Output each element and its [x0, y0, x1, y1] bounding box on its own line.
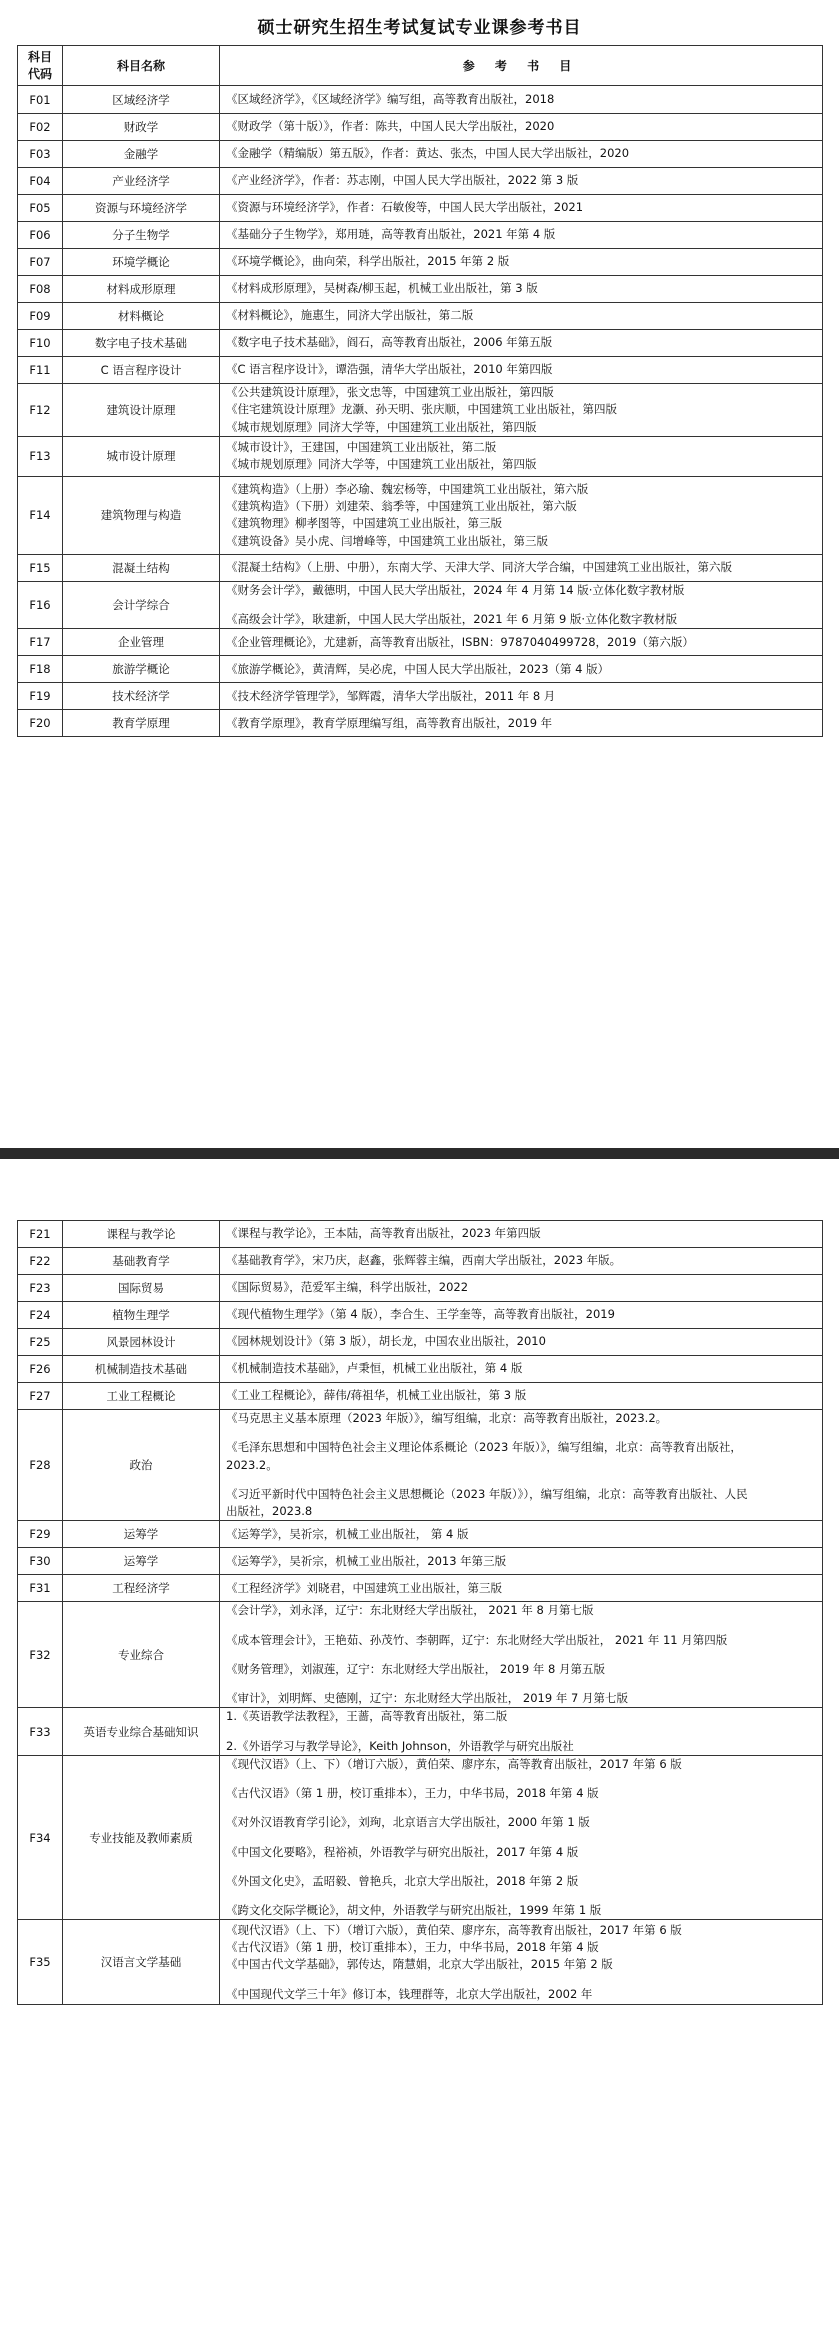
reference-line: 《城市设计》，王建国，中国建筑工业出版社，第二版 [226, 440, 497, 454]
reference-line: 《旅游学概论》，黄清辉，吴必虎，中国人民大学出版社，2023（第 4 版） [226, 661, 610, 676]
table-row [18, 276, 823, 303]
reference-line: 《C 语言程序设计》，谭浩强，清华大学出版社，2010 年第四版 [226, 362, 553, 377]
table-row [18, 1708, 823, 1756]
reference-line: 《资源与环境经济学》，作者：石敏俊等，中国人民大学出版社，2021 [226, 200, 584, 215]
reference-line: 《混凝土结构》（上册、中册），东南大学、天津大学、同济大学合编，中国建筑工业出版社，第六版 [226, 560, 732, 575]
reference-books [220, 195, 823, 222]
reference-line: 《工业工程概论》，薛伟/蒋祖华，机械工业出版社，第 3 版 [226, 1388, 527, 1403]
reference-line: 《国际贸易》，范爱军主编，科学出版社，2022 [226, 1280, 469, 1295]
reference-line: 《会计学》，刘永泽，辽宁：东北财经大学出版社， 2021 年 8 月第七版 [226, 1603, 594, 1618]
subject-code: F20 [18, 710, 63, 737]
reference-books [220, 581, 823, 629]
subject-code: F24 [18, 1302, 63, 1329]
table-row [18, 141, 823, 168]
subject-code: F19 [18, 683, 63, 710]
table-row [18, 710, 823, 737]
subject-name: 工程经济学 [63, 1575, 220, 1602]
reference-books [220, 114, 823, 141]
reference-books [220, 1302, 823, 1329]
reference-line: 《金融学（精编版）第五版》，作者：黄达、张杰，中国人民大学出版社，2020 [226, 146, 630, 161]
reference-line: 《区域经济学》，《区域经济学》编写组，高等教育出版社，2018 [226, 91, 555, 106]
reference-line: 2.《外语学习与教学导论》，Keith Johnson，外语教学与研究出版社 [226, 1738, 574, 1753]
subject-name: 材料成形原理 [63, 276, 220, 303]
table-row [18, 1920, 823, 2005]
table-row [18, 1410, 823, 1521]
reference-line: 《材料概论》，施惠生，同济大学出版社，第二版 [226, 308, 474, 323]
subject-name: 植物生理学 [63, 1302, 220, 1329]
table-row [18, 303, 823, 330]
reference-line: 《园林规划设计》（第 3 版），胡长龙，中国农业出版社，2010 [226, 1334, 546, 1349]
reference-books [220, 683, 823, 710]
reference-books [220, 1521, 823, 1548]
reference-books [220, 384, 823, 437]
subject-code: F15 [18, 554, 63, 581]
subject-name: 企业管理 [63, 629, 220, 656]
subject-name: 基础教育学 [63, 1248, 220, 1275]
subject-name: 产业经济学 [63, 168, 220, 195]
reference-line: 《建筑构造》（上册）李必瑜、魏宏杨等，中国建筑工业出版社，第六版 [226, 481, 589, 496]
table-row [18, 656, 823, 683]
reference-line: 《城市规划原理》同济大学等，中国建筑工业出版社，第四版 [226, 457, 537, 472]
subject-code: F01 [18, 86, 63, 114]
table-row [18, 1356, 823, 1383]
reference-line: 《现代汉语》（上、下）（增订六版），黄伯荣、廖序东，高等教育出版社，2017 年第 6 版 [226, 1922, 682, 1937]
subject-name: 资源与环境经济学 [63, 195, 220, 222]
reference-books [220, 249, 823, 276]
table-row [18, 1302, 823, 1329]
table-row [18, 554, 823, 581]
reference-books [220, 1708, 823, 1756]
subject-name: 数字电子技术基础 [63, 330, 220, 357]
subject-code: F02 [18, 114, 63, 141]
reference-books [220, 1755, 823, 1920]
subject-name: 区域经济学 [63, 86, 220, 114]
subject-code: F23 [18, 1275, 63, 1302]
subject-name: 英语专业综合基础知识 [63, 1708, 220, 1756]
reference-books [220, 436, 823, 476]
table-row [18, 1575, 823, 1602]
subject-name: 专业技能及教师素质 [63, 1755, 220, 1920]
reference-line: 《马克思主义基本原理（2023 年版）》，编写组编，北京：高等教育出版社，2023.2。 [226, 1411, 668, 1425]
subject-code: F11 [18, 357, 63, 384]
reference-line: 《审计》，刘明辉、史德刚，辽宁：东北财经大学出版社， 2019 年 7 月第七版 [226, 1691, 628, 1705]
reference-line: 《机械制造技术基础》，卢秉恒，机械工业出版社，第 4 版 [226, 1361, 523, 1376]
table-row [18, 114, 823, 141]
table-row [18, 1602, 823, 1708]
reference-line: 《中国现代文学三十年》修订本，钱理群等，北京大学出版社，2002 年 [226, 1986, 593, 2001]
subject-name: 机械制造技术基础 [63, 1356, 220, 1383]
subject-name: 政治 [63, 1410, 220, 1521]
subject-code: F17 [18, 629, 63, 656]
subject-code: F22 [18, 1248, 63, 1275]
header-name: 科目名称 [63, 46, 220, 86]
subject-name: 建筑物理与构造 [63, 476, 220, 554]
subject-code: F07 [18, 249, 63, 276]
subject-name: 技术经济学 [63, 683, 220, 710]
reference-line: 《古代汉语》（第 1 册，校订重排本），王力，中华书局，2018 年第 4 版 [226, 1940, 599, 1954]
reference-line: 《对外汉语教育学引论》，刘珣，北京语言大学出版社，2000 年第 1 版 [226, 1815, 590, 1830]
table-row [18, 357, 823, 384]
reference-books [220, 330, 823, 357]
subject-name: 混凝土结构 [63, 554, 220, 581]
subject-code: F08 [18, 276, 63, 303]
reference-books [220, 1248, 823, 1275]
page-divider [0, 1148, 839, 1159]
reference-books [220, 1221, 823, 1248]
table-row [18, 384, 823, 437]
table-row [18, 1221, 823, 1248]
subject-code: F14 [18, 476, 63, 554]
reference-books [220, 86, 823, 114]
header-code: 科目代码 [18, 46, 63, 86]
reference-books [220, 276, 823, 303]
reference-books [220, 554, 823, 581]
reference-books [220, 168, 823, 195]
reference-line: 《建筑设备》吴小虎、闫增峰等，中国建筑工业出版社，第三版 [226, 533, 548, 548]
subject-name: 运筹学 [63, 1521, 220, 1548]
subject-code: F35 [18, 1920, 63, 2005]
subject-code: F26 [18, 1356, 63, 1383]
subject-code: F18 [18, 656, 63, 683]
reference-books [220, 1383, 823, 1410]
subject-name: 环境学概论 [63, 249, 220, 276]
reference-line: 《课程与教学论》，王本陆，高等教育出版社，2023 年第四版 [226, 1226, 541, 1241]
reference-line: 《材料成形原理》，吴树森/柳玉起，机械工业出版社，第 3 版 [226, 281, 538, 296]
table-row [18, 168, 823, 195]
subject-code: F33 [18, 1708, 63, 1756]
reference-books [220, 1410, 823, 1521]
reference-books [220, 1602, 823, 1708]
subject-code: F29 [18, 1521, 63, 1548]
subject-code: F10 [18, 330, 63, 357]
reference-books [220, 476, 823, 554]
reference-line: 《建筑构造》（下册）刘建荣、翁季等，中国建筑工业出版社，第六版 [226, 499, 577, 513]
header-refs: 参 考 书 目 [220, 46, 823, 86]
reference-books [220, 1356, 823, 1383]
table-row [18, 222, 823, 249]
subject-code: F16 [18, 581, 63, 629]
reference-line: 《基础分子生物学》，郑用琏，高等教育出版社，2021 年第 4 版 [226, 227, 556, 242]
reference-line: 出版社，2023.8 [226, 1504, 313, 1518]
subject-code: F04 [18, 168, 63, 195]
reference-line: 《财务会计学》，戴德明，中国人民大学出版社，2024 年 4 月第 14 版·立体化数字教材版 [226, 582, 685, 597]
subject-code: F31 [18, 1575, 63, 1602]
subject-code: F28 [18, 1410, 63, 1521]
reference-books [220, 710, 823, 737]
reference-table-part1 [17, 45, 823, 737]
subject-name: 建筑设计原理 [63, 384, 220, 437]
reference-line: 《技术经济学管理学》，邹辉霞，清华大学出版社，2011 年 8 月 [226, 688, 556, 703]
subject-code: F32 [18, 1602, 63, 1708]
reference-line: 《企业管理概论》，尤建新，高等教育出版社，ISBN：9787040499728，2019（第六版） [226, 634, 694, 649]
reference-line: 《毛泽东思想和中国特色社会主义理论体系概论（2023 年版）》，编写组编，北京：高等教育出版社， [226, 1440, 742, 1455]
reference-line: 《数字电子技术基础》，阎石，高等教育出版社，2006 年第五版 [226, 335, 553, 350]
reference-books [220, 656, 823, 683]
subject-name: 汉语言文学基础 [63, 1920, 220, 2005]
subject-name: 工业工程概论 [63, 1383, 220, 1410]
subject-name: 运筹学 [63, 1548, 220, 1575]
table-row [18, 1275, 823, 1302]
reference-books [220, 629, 823, 656]
reference-line: 《城市规划原理》同济大学等，中国建筑工业出版社，第四版 [226, 419, 537, 434]
reference-line: 1.《英语教学法教程》，王蔷，高等教育出版社，第二版 [226, 1709, 508, 1724]
subject-code: F06 [18, 222, 63, 249]
subject-name: 金融学 [63, 141, 220, 168]
reference-line: 《财政学（第十版）》，作者：陈共，中国人民大学出版社，2020 [226, 119, 555, 134]
reference-line: 《外国文化史》，孟昭毅、曾艳兵，北京大学出版社，2018 年第 2 版 [226, 1873, 579, 1888]
subject-name: 城市设计原理 [63, 436, 220, 476]
reference-line: 《产业经济学》，作者：苏志刚，中国人民大学出版社，2022 第 3 版 [226, 173, 579, 188]
subject-name: 旅游学概论 [63, 656, 220, 683]
subject-name: C 语言程序设计 [63, 357, 220, 384]
table-row [18, 1383, 823, 1410]
reference-line: 《中国古代文学基础》，郭传达，隋慧娟，北京大学出版社，2015 年第 2 版 [226, 1957, 613, 1972]
reference-books [220, 303, 823, 330]
reference-line: 《公共建筑设计原理》，张文忠等，中国建筑工业出版社，第四版 [226, 385, 554, 399]
reference-line: 《运筹学》，吴祈宗，机械工业出版社，2013 年第三版 [226, 1553, 507, 1568]
table-row [18, 683, 823, 710]
table-row [18, 1521, 823, 1548]
subject-name: 分子生物学 [63, 222, 220, 249]
subject-code: F12 [18, 384, 63, 437]
subject-code: F03 [18, 141, 63, 168]
reference-line: 《建筑物理》柳孝图等，中国建筑工业出版社，第三版 [226, 516, 502, 531]
reference-line: 《基础教育学》，宋乃庆，赵鑫，张辉蓉主编，西南大学出版社，2023 年版。 [226, 1253, 622, 1268]
subject-code: F05 [18, 195, 63, 222]
table-row [18, 195, 823, 222]
table-row [18, 1755, 823, 1920]
reference-line: 2023.2。 [226, 1457, 278, 1472]
subject-code: F21 [18, 1221, 63, 1248]
table-row [18, 330, 823, 357]
reference-table-part2 [17, 1220, 823, 2005]
page-title: 硕士研究生招生考试复试专业课参考书目 [257, 18, 582, 38]
reference-line: 《习近平新时代中国特色社会主义思想概论（2023 年版）》），编写组编，北京：高等教育出版社、人民 [226, 1486, 748, 1501]
reference-books [220, 222, 823, 249]
table-header-row [18, 46, 823, 86]
table-row [18, 629, 823, 656]
reference-line: 《环境学概论》，曲向荣，科学出版社，2015 年第 2 版 [226, 254, 510, 269]
reference-line: 《现代植物生理学》（第 4 版），李合生、王学奎等，高等教育出版社，2019 [226, 1307, 615, 1322]
reference-books [220, 141, 823, 168]
table-row [18, 1248, 823, 1275]
subject-name: 教育学原理 [63, 710, 220, 737]
subject-name: 风景园林设计 [63, 1329, 220, 1356]
reference-line: 《中国文化要略》，程裕祯，外语教学与研究出版社，2017 年第 4 版 [226, 1844, 579, 1859]
table-row [18, 86, 823, 114]
reference-books [220, 1329, 823, 1356]
reference-books [220, 1575, 823, 1602]
reference-line: 《教育学原理》，教育学原理编写组，高等教育出版社，2019 年 [226, 715, 553, 730]
subject-name: 财政学 [63, 114, 220, 141]
reference-line: 《成本管理会计》，王艳茹、孙茂竹、李朝晖，辽宁：东北财经大学出版社， 2021 年 11 月第四版 [226, 1632, 728, 1647]
subject-name: 国际贸易 [63, 1275, 220, 1302]
table-row [18, 436, 823, 476]
subject-code: F25 [18, 1329, 63, 1356]
reference-books [220, 1548, 823, 1575]
reference-line: 《跨文化交际学概论》，胡文仲，外语教学与研究出版社，1999 年第 1 版 [226, 1903, 602, 1917]
table-row [18, 1548, 823, 1575]
reference-books [220, 1920, 823, 2005]
subject-code: F34 [18, 1755, 63, 1920]
table-row [18, 476, 823, 554]
subject-name: 课程与教学论 [63, 1221, 220, 1248]
reference-line: 《现代汉语》（上、下）（增订六版），黄伯荣、廖序东，高等教育出版社，2017 年第 6 版 [226, 1756, 682, 1771]
subject-name: 材料概论 [63, 303, 220, 330]
reference-line: 《财务管理》，刘淑莲，辽宁：东北财经大学出版社， 2019 年 8 月第五版 [226, 1661, 605, 1676]
table-row [18, 581, 823, 629]
subject-name: 会计学综合 [63, 581, 220, 629]
subject-code: F27 [18, 1383, 63, 1410]
reference-line: 《古代汉语》（第 1 册，校订重排本），王力，中华书局，2018 年第 4 版 [226, 1786, 599, 1800]
subject-code: F13 [18, 436, 63, 476]
subject-code: F09 [18, 303, 63, 330]
subject-code: F30 [18, 1548, 63, 1575]
reference-line: 《高级会计学》，耿建新，中国人民大学出版社，2021 年 6 月第 9 版·立体化数字教材版 [226, 612, 678, 626]
reference-line: 《住宅建筑设计原理》龙灏、孙天明、张庆顺，中国建筑工业出版社，第四版 [226, 402, 617, 417]
reference-books [220, 357, 823, 384]
subject-name: 专业综合 [63, 1602, 220, 1708]
reference-books [220, 1275, 823, 1302]
reference-line: 《工程经济学》刘晓君，中国建筑工业出版社，第三版 [226, 1580, 502, 1595]
table-row [18, 249, 823, 276]
table-row [18, 1329, 823, 1356]
reference-line: 《运筹学》，吴祈宗，机械工业出版社， 第 4 版 [226, 1526, 469, 1541]
